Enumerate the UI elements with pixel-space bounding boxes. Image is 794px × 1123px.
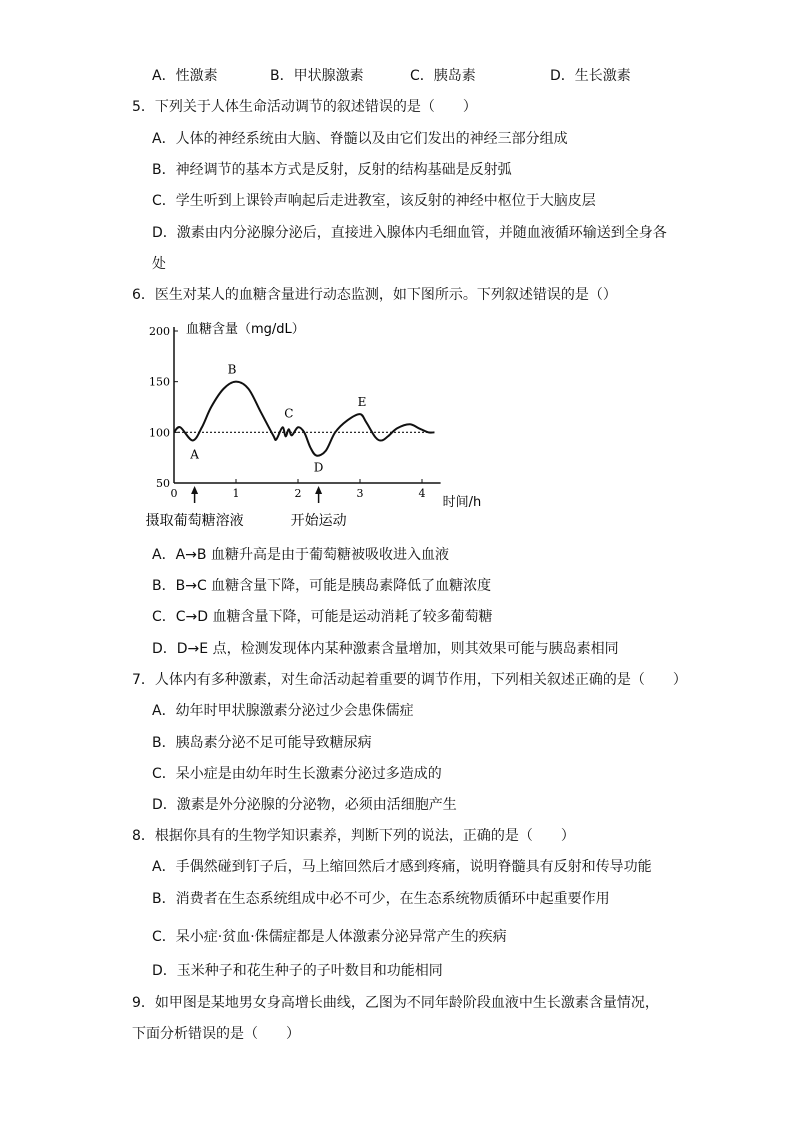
q5-option-d: D．激素由内分泌腺分泌后，直接进入腺体内毛细血管，并随血液循环输送到全身各 [152,225,667,241]
q4-option-c: C．胰岛素 [410,68,476,84]
y-tick-label: 200 [149,325,170,338]
annotation-label: 摄取葡萄糖溶液 [145,513,244,529]
q5-stem: 5．下列关于人体生命活动调节的叙述错误的是（ ） [132,99,477,115]
y-tick-label: 150 [149,375,170,389]
point-label-e: E [357,395,367,410]
q8-option-c: C．呆小症·贫血·侏儒症都是人体激素分泌异常产生的疾病 [152,929,507,945]
q5-option-b: B．神经调节的基本方式是反射，反射的结构基础是反射弧 [152,162,512,178]
q9-stem-line1: 9．如甲图是某地男女身高增长曲线，乙图为不同年龄阶段血液中生长激素含量情况， [132,995,659,1011]
q5-option-c: C．学生听到上课铃声响起后走进教室，该反射的神经中枢位于大脑皮层 [152,193,596,209]
q8-option-a: A．手偶然碰到钉子后，马上缩回然后才感到疼痛，说明脊髓具有反射和传导功能 [152,859,652,875]
annotation-arrow-head [315,486,322,494]
x-tick-label: 3 [356,487,364,500]
annotation-label: 开始运动 [290,513,347,529]
point-label-c: C [284,406,294,421]
q7-option-c: C．呆小症是由幼年时生长激素分泌过多造成的 [152,766,442,782]
q4-option-b: B．甲状腺激素 [270,68,364,84]
q8-stem: 8．根据你具有的生物学知识素养，判断下列的说法，正确的是（ ） [132,828,575,844]
x-axis-label: 时间/h [442,495,482,510]
q6-stem: 6．医生对某人的血糖含量进行动态监测，如下图所示。下列叙述错误的是（） [132,287,617,303]
x-tick-label: 2 [294,487,302,500]
q7-option-b: B．胰岛素分泌不足可能导致糖尿病 [152,735,372,751]
x-tick-label: 0 [170,487,178,500]
q4-option-d: D．生长激素 [550,68,631,84]
q6-option-a: A．A→B 血糖升高是由于葡萄糖被吸收进入血液 [152,547,449,563]
q6-option-b: B．B→C 血糖含量下降，可能是胰岛素降低了血糖浓度 [152,578,492,594]
q8-option-b: B．消费者在生态系统组成中必不可少，在生态系统物质循环中起重要作用 [152,891,610,907]
q5-option-a: A．人体的神经系统由大脑、脊髓以及由它们发出的神经三部分组成 [152,131,568,147]
blood-glucose-chart [140,310,520,535]
q8-option-d: D．玉米种子和花生种子的子叶数目和功能相同 [152,963,443,979]
q7-stem: 7．人体内有多种激素，对生命活动起着重要的调节作用，下列相关叙述正确的是（ ） [132,672,687,688]
y-axis-label: 血糖含量（mg/dL） [186,322,305,337]
q7-option-d: D．激素是外分泌腺的分泌物，必须由活细胞产生 [152,797,457,813]
q9-stem-line2: 下面分析错误的是（ ） [132,1026,300,1042]
point-label-d: D [313,460,324,475]
y-tick-label: 100 [149,426,170,440]
q7-option-a: A．幼年时甲状腺激素分泌过少会患侏儒症 [152,703,414,719]
q5-option-d-wrap: 处 [152,256,166,272]
q6-option-c: C．C→D 血糖含量下降，可能是运动消耗了较多葡萄糖 [152,609,493,625]
q4-option-a: A．性激素 [152,68,218,84]
x-tick-label: 4 [418,487,426,500]
q6-option-d: D．D→E 点，检测发现体内某种激素含量增加，则其效果可能与胰岛素相同 [152,641,619,657]
y-tick-label: 50 [156,477,170,490]
glucose-series-line [174,382,434,456]
x-tick-label: 1 [232,487,240,500]
point-label-b: B [227,362,237,377]
point-label-a: A [190,447,199,462]
annotation-arrow-head [191,486,198,494]
